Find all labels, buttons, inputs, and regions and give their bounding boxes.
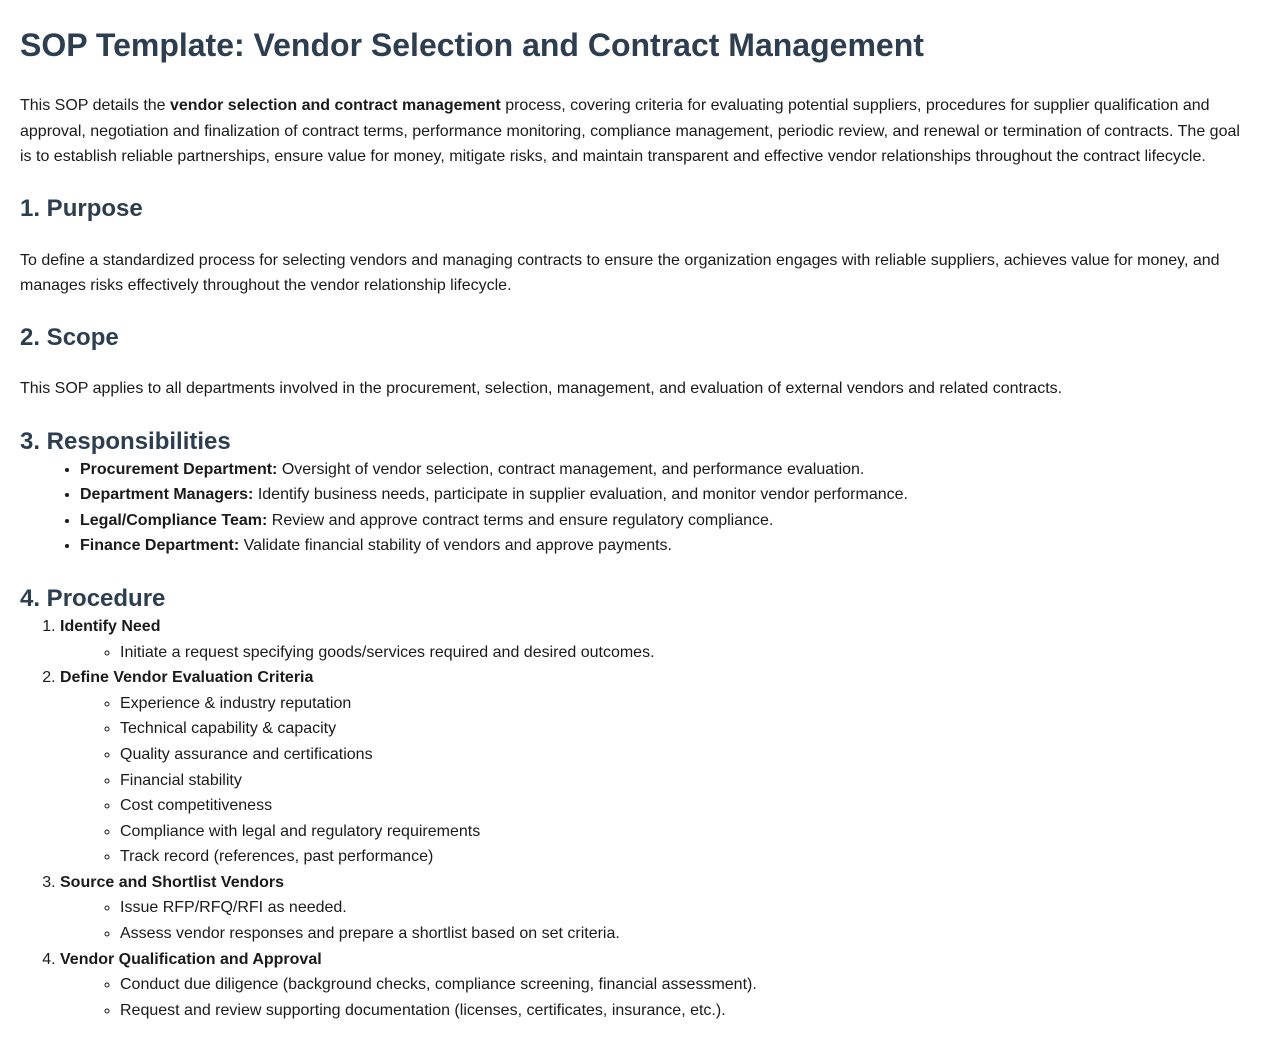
step-title: Source and Shortlist Vendors — [60, 873, 285, 891]
step-subitem: ◦ Request and review supporting documentation (licenses, certificates, insurance, etc.). — [120, 998, 1243, 1024]
responsibility-text: Oversight of vendor selection, contract management, and performance evaluation. — [277, 460, 865, 478]
intro-text-start: This SOP details the — [20, 97, 170, 114]
responsibility-text: Identify business needs, participate in supplier evaluation, and monitor vendor performance. — [253, 486, 908, 504]
responsibility-item — [80, 482, 1243, 508]
scope-heading: 2. Scope — [20, 323, 119, 351]
purpose-heading: 1. Purpose — [20, 194, 143, 222]
step-subitem: ◦ Quality assurance and certifications — [120, 742, 1243, 768]
responsibility-text: Validate financial stability of vendors and approve payments. — [239, 537, 672, 555]
responsibility-role: Procurement Department: — [80, 460, 278, 478]
scope-text: This SOP applies to all departments involved in the procurement, selection, management, and evaluation of external vendors and related contracts. — [20, 379, 1063, 397]
intro-paragraph — [20, 93, 1243, 170]
responsibility-text: Review and approve contract terms and ensure regulatory compliance. — [267, 511, 774, 529]
responsibility-role: Finance Department: — [80, 537, 240, 555]
responsibility-item — [80, 533, 1243, 559]
step-title: Vendor Qualification and Approval — [60, 950, 322, 968]
step-subitem: ◦ Compliance with legal and regulatory requirements — [120, 819, 1243, 845]
step-subitem: ◦ Track record (references, past performance) — [120, 844, 1243, 870]
procedure-step — [60, 947, 1243, 1024]
intro-bold-phrase: vendor selection and contract management — [170, 97, 501, 114]
step-subitem: ◦ Financial stability — [120, 768, 1243, 794]
step-subitem: ◦ Initiate a request specifying goods/services required and desired outcomes. — [120, 640, 1243, 666]
sop-document — [0, 26, 1263, 1023]
step-subitem: ◦ Experience & industry reputation — [120, 691, 1243, 717]
procedure-step — [60, 614, 1243, 665]
procedure-heading: 4. Procedure — [20, 584, 166, 612]
responsibility-item — [80, 457, 1243, 483]
procedure-step — [60, 870, 1243, 947]
purpose-text: To define a standardized process for selecting vendors and managing contracts to ensure the organization engages with reliable suppliers, achieves value for money, and manages risks effectively throughout the vendor relationship lifecycle. — [20, 251, 1220, 295]
step-subitem: ◦ Technical capability & capacity — [120, 716, 1243, 742]
step-sublist — [60, 640, 1243, 666]
step-sublist — [60, 972, 1243, 1023]
responsibilities-heading: 3. Responsibilities — [20, 427, 231, 455]
page-title: SOP Template: Vendor Selection and Contract Management — [20, 27, 924, 63]
responsibility-role: Legal/Compliance Team: — [80, 511, 268, 529]
step-title: Define Vendor Evaluation Criteria — [60, 669, 314, 687]
responsibility-role: Department Managers: — [80, 486, 254, 504]
step-subitem: ◦ Cost competitiveness — [120, 793, 1243, 819]
step-sublist — [60, 691, 1243, 870]
step-subitem: ◦ Issue RFP/RFQ/RFI as needed. — [120, 895, 1243, 921]
procedure-steps — [20, 614, 1243, 1024]
step-sublist — [60, 895, 1243, 946]
step-title: Identify Need — [60, 617, 161, 635]
step-subitem: ◦ Conduct due diligence (background checks, compliance screening, financial assessment). — [120, 972, 1243, 998]
step-subitem: ◦ Assess vendor responses and prepare a shortlist based on set criteria. — [120, 921, 1243, 947]
procedure-step — [60, 665, 1243, 870]
responsibility-item — [80, 508, 1243, 534]
intro-text-end: process, covering criteria for evaluating potential suppliers, procedures for supplier qualification and approval, negotiation and finalization of contract terms, performance monitoring, compliance management, periodic review, and renewal or termination of contracts. The goal is to establish reliable partnerships, ensure value for money, mitigate risks, and maintain transparent and effective vendor relationships throughout the contract lifecycle. — [20, 97, 1240, 166]
responsibilities-list — [20, 457, 1243, 559]
